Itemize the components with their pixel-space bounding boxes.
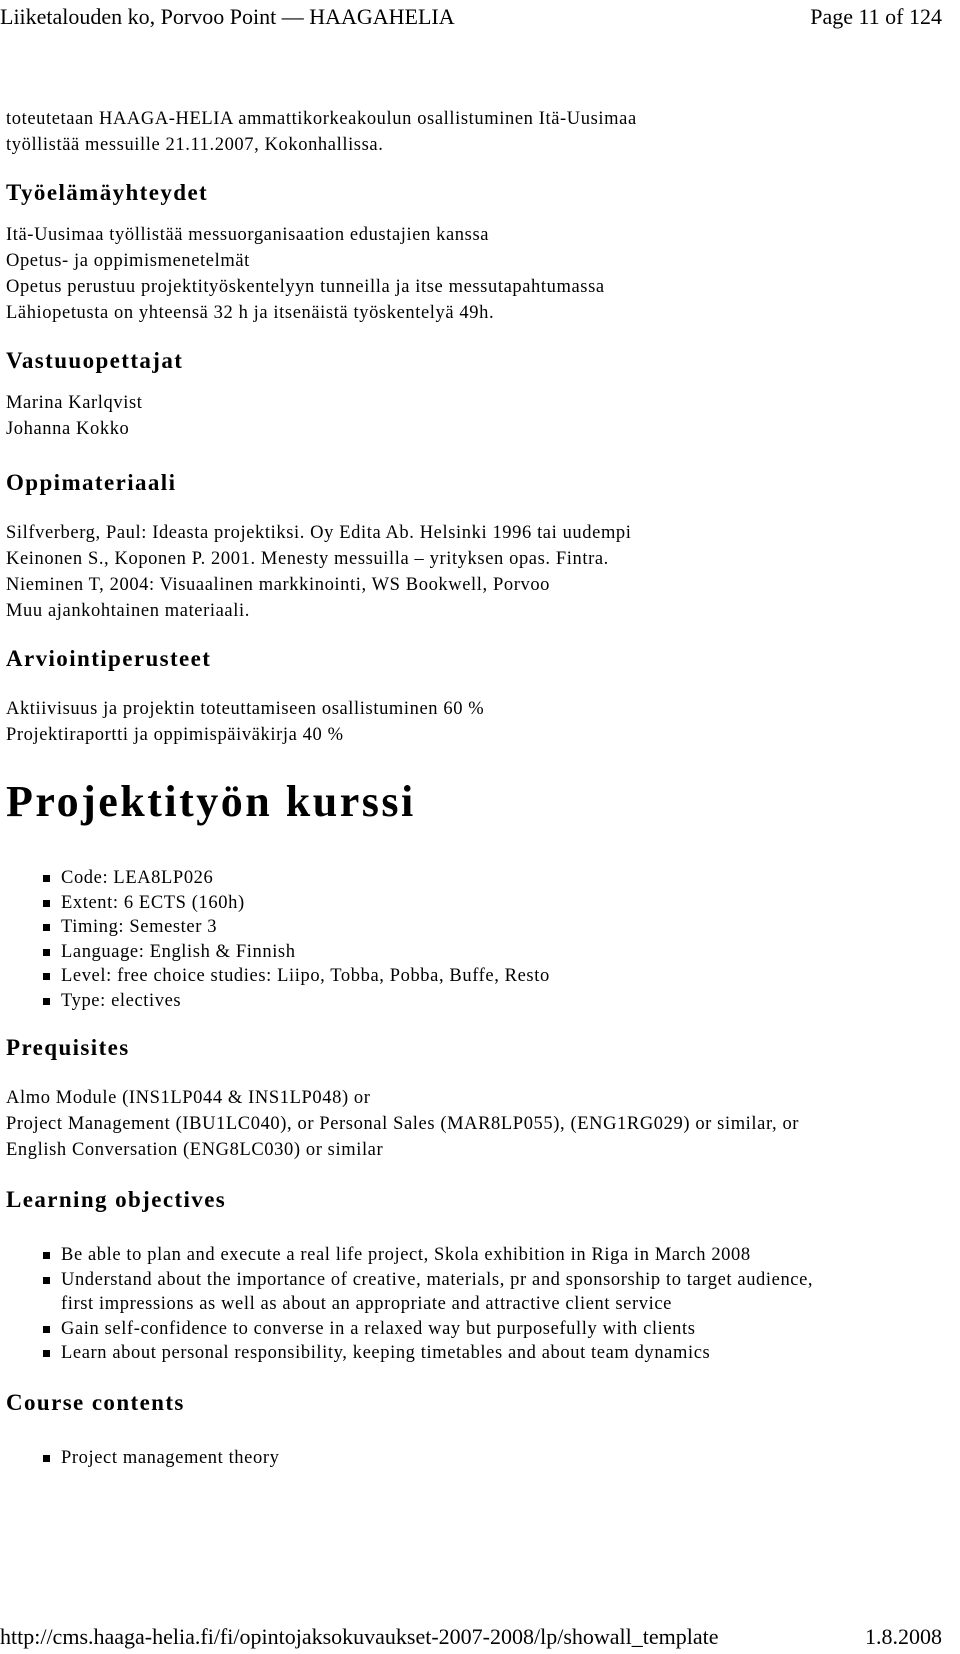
- list-item: Be able to plan and execute a real life project, Skola exhibition in Riga in March 2008: [6, 1243, 946, 1268]
- text-line: Opetus perustuu projektityöskentelyyn tunneilla ja itse messutapahtumassa: [6, 277, 605, 297]
- list-item: Gain self-confidence to converse in a relaxed way but purposefully with clients: [6, 1317, 946, 1342]
- text-line: Itä-Uusimaa työllistää messuorganisaation edustajien kanssa: [6, 225, 490, 245]
- course-title: Projektityön kurssi: [6, 777, 416, 826]
- list-item: Understand about the importance of creative, materials, pr and sponsorship to target audience, first impressions as well as about an appropriate and attractive client service: [6, 1268, 851, 1317]
- square-bullet-icon: [43, 875, 50, 882]
- square-bullet-icon: [43, 900, 50, 907]
- square-bullet-icon: [43, 1326, 50, 1333]
- list-item: Learn about personal responsibility, keeping timetables and about team dynamics: [6, 1341, 946, 1366]
- section-heading-prequisites: Prequisites: [6, 1035, 130, 1060]
- oppimateriaali-text: [6, 520, 946, 624]
- text-line: English Conversation (ENG8LC030) or similar: [6, 1140, 384, 1160]
- section-heading-tyoelamayhteydet: Työelämäyhteydet: [6, 180, 209, 205]
- learning-objectives-list: [6, 1243, 946, 1366]
- text-line: Project Management (IBU1LC040), or Personal Sales (MAR8LP055), (ENG1RG029) or similar, or: [6, 1114, 800, 1134]
- list-item: Timing: Semester 3: [6, 915, 946, 940]
- section-heading-arviointiperusteet: Arviointiperusteet: [6, 646, 212, 671]
- section-heading-vastuuopettajat: Vastuuopettajat: [6, 348, 184, 373]
- header-page-number: Page 11 of 124: [810, 4, 942, 29]
- footer-date: 1.8.2008: [865, 1624, 942, 1649]
- intro-line: toteutetaan HAAGA-HELIA ammattikorkeakoulun osallistuminen Itä-Uusimaa: [6, 109, 637, 129]
- footer-url: http://cms.haaga-helia.fi/fi/opintojaksokuvaukset-2007-2008/lp/showall_template: [0, 1624, 719, 1649]
- teacher-name: Marina Karlqvist: [6, 393, 143, 413]
- list-item: Type: electives: [6, 989, 946, 1014]
- list-item: Level: free choice studies: Liipo, Tobba, Pobba, Buffe, Resto: [6, 964, 946, 989]
- square-bullet-icon: [43, 1455, 50, 1462]
- square-bullet-icon: [43, 1252, 50, 1259]
- section-heading-learning-objectives: Learning objectives: [6, 1187, 227, 1212]
- page-footer: [0, 1620, 960, 1654]
- square-bullet-icon: [43, 949, 50, 956]
- prequisites-text: [6, 1085, 946, 1163]
- square-bullet-icon: [43, 1277, 50, 1284]
- text-line: Silfverberg, Paul: Ideasta projektiksi. Oy Edita Ab. Helsinki 1996 tai uudempi: [6, 523, 632, 543]
- list-item: Code: LEA8LP026: [6, 866, 946, 891]
- section-heading-course-contents: Course contents: [6, 1389, 185, 1415]
- intro-line: työllistää messuille 21.11.2007, Kokonhallissa.: [6, 135, 384, 155]
- square-bullet-icon: [43, 924, 50, 931]
- text-line: Muu ajankohtainen materiaali.: [6, 601, 250, 621]
- header-document-title: Liiketalouden ko, Porvoo Point — HAAGAHELIA: [0, 4, 455, 29]
- teacher-name: Johanna Kokko: [6, 419, 130, 439]
- arviointi-text: [6, 696, 946, 748]
- text-line: Projektiraportti ja oppimispäiväkirja 40 %: [6, 725, 344, 745]
- course-contents-list: [6, 1446, 946, 1471]
- intro-paragraph: [6, 106, 946, 158]
- vastuu-text: [6, 390, 946, 442]
- course-facts-list: [6, 866, 946, 1013]
- tyoelama-text: [6, 222, 946, 326]
- square-bullet-icon: [43, 998, 50, 1005]
- page-header: [0, 0, 960, 34]
- list-item: Language: English & Finnish: [6, 940, 946, 965]
- square-bullet-icon: [43, 973, 50, 980]
- section-heading-oppimateriaali: Oppimateriaali: [6, 470, 177, 495]
- text-line: Opetus- ja oppimismenetelmät: [6, 251, 250, 271]
- text-line: Almo Module (INS1LP044 & INS1LP048) or: [6, 1088, 371, 1108]
- document-body: [6, 106, 946, 1470]
- text-line: Nieminen T, 2004: Visuaalinen markkinointi, WS Bookwell, Porvoo: [6, 575, 551, 595]
- list-item: Project management theory: [6, 1446, 946, 1471]
- text-line: Keinonen S., Koponen P. 2001. Menesty messuilla – yrityksen opas. Fintra.: [6, 549, 609, 569]
- square-bullet-icon: [43, 1350, 50, 1357]
- text-line: Aktiivisuus ja projektin toteuttamiseen osallistuminen 60 %: [6, 699, 485, 719]
- list-item: Extent: 6 ECTS (160h): [6, 891, 946, 916]
- text-line: Lähiopetusta on yhteensä 32 h ja itsenäistä työskentelyä 49h.: [6, 303, 495, 323]
